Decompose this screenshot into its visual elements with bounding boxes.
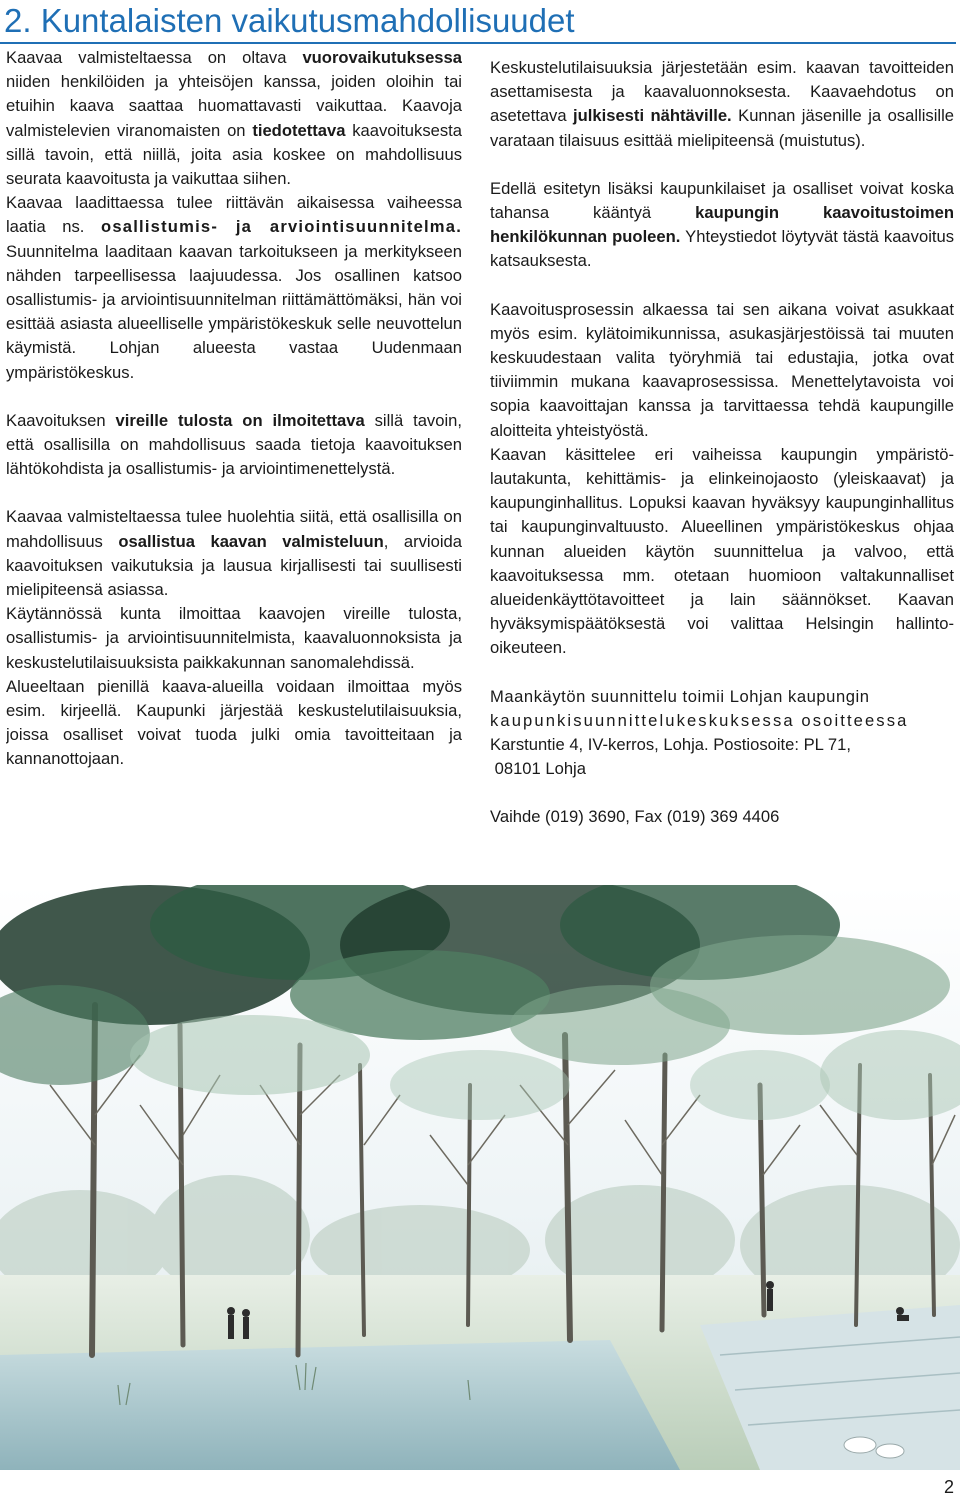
paragraph-meetings: Keskustelutilaisuuksia järjestetään esim. kaavan tavoitteiden asettamisesta ja kaavaluonnoksesta. Kaavaehdotus on asetettava julkisesti nähtäville. Kunnan jäsenille ja osallisille varataan tilaisuus esittää mielipiteensä (muistutus). bbox=[490, 58, 954, 150]
right-text-column bbox=[490, 56, 954, 830]
park-illustration bbox=[0, 885, 960, 1470]
contact-line-1: Maankäytön suunnittelu toimii Lohjan kaupungin bbox=[490, 686, 870, 706]
paragraph-newspapers: Käytännössä kunta ilmoittaa kaavojen vireille tulosta, osallistumis- ja arviointisuunnitelmista, kaavaluonnoksista ja keskustelutilaisuuksista paikkakunnan sanomalehdissä. bbox=[6, 604, 462, 672]
contact-address: Karstuntie 4, IV-kerros, Lohja. Postiosoite: PL 71, bbox=[490, 735, 851, 755]
contact-postal: 08101 Lohja bbox=[490, 759, 586, 779]
contact-phone: Vaihde (019) 3690, Fax (019) 369 4406 bbox=[490, 807, 780, 827]
emphasis-announcement: vireille tulosta on ilmoitettava bbox=[115, 410, 365, 430]
emphasis-planning-staff: kaupungin kaavoitustoimen henkilökunnan puoleen. bbox=[490, 203, 954, 247]
emphasis-inform: tiedotettava bbox=[252, 120, 346, 140]
emphasis-participate-preparation: osallistua kaavan valmisteluun bbox=[118, 531, 384, 551]
left-text-column bbox=[6, 46, 462, 772]
paragraph-announcement: Kaavoituksen vireille tulosta on ilmoitettava sillä tavoin, että osallisilla on mahdollisuus saada tietoja kaavoituksen lähtökohdista ja osallistumis- ja arviointimenettelystä. bbox=[6, 410, 462, 479]
paragraph-decision-process: Kaavan käsittelee eri vaiheissa kaupungin ympäristölautakunta, kehittämis- ja elinkeinojaosto (yleiskaavat) ja kaupunginhallitus. Lopuksi kaavan hyväksyy kaupunginhallitus tai kaupunginvaltuusto. Alueellinen ympäristökeskus ohjaa kunnan alueiden käytön suunnittelua ja valvoo, että kaavoituksessa mm. otetaan huomioon valtakunnalliset alueidenkäyttötavoitteet ja lain säännökset. Kaavan hyväksymispäätöksestä voi valittaa Helsingin hallinto-oikeuteen. bbox=[490, 444, 954, 658]
title-underline bbox=[0, 42, 956, 44]
paragraph-contact-staff: Edellä esitetyn lisäksi kaupunkilaiset ja osalliset voivat koska tahansa kääntyä kaupungin kaavoitustoimen henkilökunnan puoleen. Yhteystiedot löytyvät tästä kaavoitus katsauksesta. bbox=[490, 178, 954, 271]
emphasis-participation-plan: osallistumis- ja arviointisuunnitelma. bbox=[101, 217, 462, 237]
paragraph-working-groups: Kaavoitusprosessin alkaessa tai sen aikana voivat asukkaat myös esim. kylätoimikunnissa, asukasjärjestöissä tai muuten keskuudestaan valita työryhmiä tai edustajia, jotka ovat tiiviimmin mukana kaavaprosessissa. Menettelytavoista voi sopia kaavoittajan kanssa ja tarvittaessa tehdä kaupungille aloitteita yhteistyöstä. bbox=[490, 299, 954, 440]
paragraph-letters-meetings: Alueeltaan pienillä kaava-alueilla voidaan ilmoittaa myös esim. kirjeellä. Kaupunki järjestää keskustelutilaisuuksia, joissa osalliset voivat tuoda julki omia tavoitteitaan ja kannanottojaan. bbox=[6, 676, 462, 769]
contact-line-2: kaupunkisuunnittelukeskuksessa osoitteessa bbox=[490, 710, 909, 730]
park-illustration-svg bbox=[0, 885, 960, 1470]
page-number: 2 bbox=[943, 1477, 954, 1497]
paragraph-participation-plan: Kaavaa laadittaessa tulee riittävän aikaisessa vaiheessa laatia ns. osallistumis- ja arviointisuunnitelma. Suunnitelma laaditaan kaavan tarkoitukseen ja merkitykseen nähden tarpeellisessa laajuudessa. Jos osallinen katsoo osallistumis- ja arviointisuunnitelman riittämättömäksi, hän voi esittää asiasta alueelliselle ympäristökeskuk selle neuvottelun käymistä. Lohjan alueesta vastaa Uudenmaan ympäristökeskus. bbox=[6, 193, 462, 382]
pond bbox=[0, 1340, 680, 1470]
paragraph-participate-preparation: Kaavaa valmisteltaessa tulee huolehtia siitä, että osallisilla on mahdollisuus osallistua kaavan valmisteluun, arvioida kaavoituksen vaikutuksia ja lausua kirjallisesti tai suullisesti mielipiteensä asiassa. bbox=[6, 507, 462, 600]
paragraph-interaction: Kaavaa valmisteltaessa on oltava vuorovaikutuksessa niiden henkilöiden ja yhteisöjen kanssa, joiden oloihin tai etuihin kaava saattaa huomattavasti vaikuttaa. Kaavoja valmistelevien viranomaisten on tiedotettava kaavoituksesta sillä tavoin, että niillä, joita asia koskee on mahdollisuus seurata kaavoitusta ja vaikuttaa siihen. bbox=[6, 48, 462, 189]
emphasis-public-display: julkisesti nähtäville. bbox=[573, 106, 732, 126]
page-title: 2. Kuntalaisten vaikutusmahdollisuudet bbox=[4, 2, 575, 39]
emphasis-interaction: vuorovaikutuksessa bbox=[302, 48, 462, 67]
